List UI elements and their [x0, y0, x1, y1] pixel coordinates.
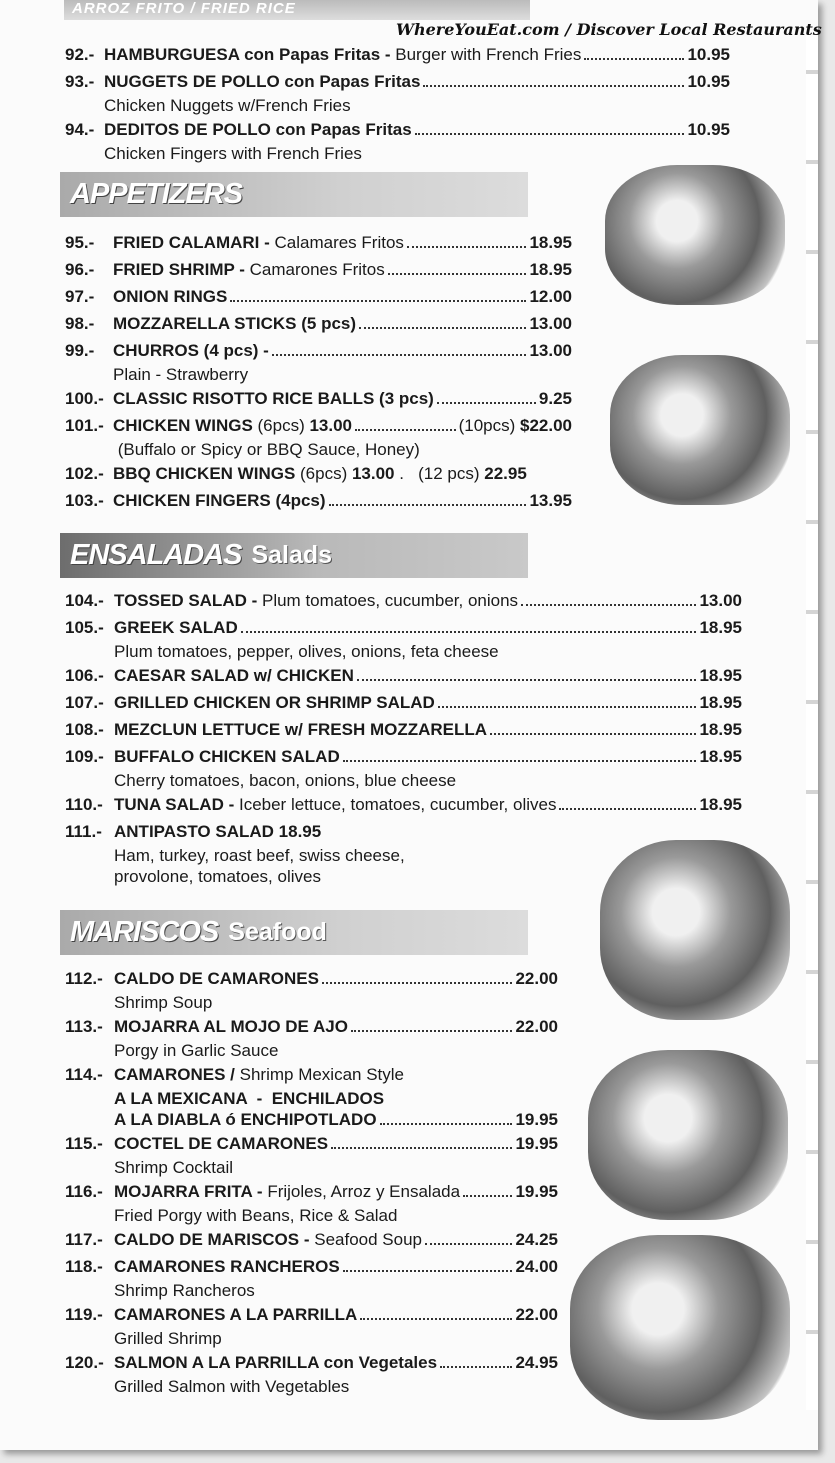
dot-leader: [521, 604, 696, 606]
wings-photo: [610, 355, 790, 505]
item-description: Plain - Strawberry: [113, 365, 249, 384]
item-description: Frijoles, Arroz y Ensalada: [267, 1182, 461, 1201]
item-name: A LA DIABLA ó ENCHIPOTLADO: [114, 1110, 377, 1129]
item-title-line: [65, 1014, 558, 1040]
item-price: 13.00: [529, 314, 572, 333]
menu-item: [65, 69, 730, 116]
dot-leader: [272, 354, 527, 356]
item-number: 106.-: [65, 666, 104, 685]
item-name: CHURROS (4 pcs) -: [113, 341, 269, 360]
item-title-line: [65, 1254, 558, 1280]
item-title-line: [65, 690, 742, 716]
item-description: Fried Porgy with Beans, Rice & Salad: [114, 1206, 398, 1225]
item-title-line: [65, 284, 572, 310]
item-name: NUGGETS DE POLLO con Papas Fritas: [104, 72, 421, 91]
menu-item: [65, 690, 742, 716]
item-price: 18.95: [699, 666, 742, 685]
item-number: 92.-: [65, 45, 95, 64]
item-name: SALMON A LA PARRILLA con Vegetales: [114, 1353, 438, 1372]
item-number: 98.-: [65, 314, 95, 333]
item-name: BUFFALO CHICKEN SALAD: [114, 747, 340, 766]
item-description: Chicken Nuggets w/French Fries: [104, 96, 351, 115]
item-name: CAESAR SALAD w/ CHICKEN: [114, 666, 354, 685]
item-description: (6pcs): [300, 464, 352, 483]
item-number: 108.-: [65, 720, 104, 739]
dot-leader: [241, 631, 697, 633]
item-title-line: [65, 1227, 558, 1253]
item-number: 101.-: [65, 416, 104, 435]
item-price: 22.00: [515, 1017, 558, 1036]
item-title-line: [65, 386, 572, 412]
dot-leader: [355, 429, 456, 431]
item-number: 105.-: [65, 618, 104, 637]
item-description-line: [65, 364, 572, 385]
item-title-line: [65, 819, 742, 845]
item-description: Cherry tomatoes, bacon, onions, blue cheese: [114, 771, 457, 790]
item-description-line: [65, 770, 742, 791]
dot-leader: [559, 808, 696, 810]
dot-leader: [351, 1030, 513, 1032]
item-number: 96.-: [65, 260, 95, 279]
item-title-line: [65, 717, 742, 743]
item-number: 102.-: [65, 464, 104, 483]
item-title-line: [65, 1179, 558, 1205]
section-title-en: Seafood: [228, 918, 327, 946]
item-title-line: [65, 461, 572, 487]
dot-leader: [440, 1366, 512, 1368]
item-description: Grilled Salmon with Vegetables: [114, 1377, 350, 1396]
menu-item: [65, 615, 742, 662]
item-name: CALDO DE MARISCOS -: [114, 1230, 315, 1249]
menu-item: [65, 1350, 558, 1397]
item-name: FRIED CALAMARI -: [113, 233, 275, 252]
item-description-line: [65, 1088, 558, 1109]
dot-leader: [388, 273, 527, 275]
menu-item: [65, 230, 572, 256]
item-title-line: [65, 1302, 558, 1328]
item-name: CALDO DE CAMARONES: [114, 969, 319, 988]
item-price: 24.00: [515, 1257, 558, 1276]
item-title-line: [65, 615, 742, 641]
menu-item: [65, 338, 572, 385]
menu-item: [65, 1227, 558, 1253]
menu-item: [65, 1131, 558, 1178]
item-price: 13.00: [699, 591, 742, 610]
item-description: . (12 pcs): [394, 464, 485, 483]
dot-leader: [322, 982, 513, 984]
item-price: 24.25: [515, 1230, 558, 1249]
item-price: 19.95: [515, 1110, 558, 1129]
item-title-line: [65, 338, 572, 364]
item-number: 95.-: [65, 233, 95, 252]
item-description: Chicken Fingers with French Fries: [104, 144, 362, 163]
item-description: Plum tomatoes, pepper, olives, onions, feta cheese: [114, 642, 499, 661]
item-name: BBQ CHICKEN WINGS: [113, 464, 300, 483]
item-description-line: [65, 1109, 558, 1130]
item-number: 120.-: [65, 1353, 104, 1372]
item-name: CAMARONES /: [114, 1065, 240, 1084]
item-price: 13.00: [529, 341, 572, 360]
item-name: CAMARONES A LA PARRILLA: [114, 1305, 358, 1324]
item-name: HAMBURGUESA con Papas Fritas -: [104, 45, 396, 64]
item-price: 18.95: [699, 795, 742, 814]
item-size-label: (10pcs): [458, 416, 520, 435]
menu-item: [65, 284, 572, 310]
item-name: CLASSIC RISOTTO RICE BALLS (3 pcs): [113, 389, 434, 408]
item-description-line: [65, 1205, 558, 1226]
item-price: 18.95: [529, 260, 572, 279]
item-description: Shrimp Mexican Style: [239, 1065, 405, 1084]
item-title-line: [65, 257, 572, 283]
section-title: ARROZ FRITO / FRIED RICE: [72, 0, 296, 17]
item-title-line: [65, 42, 730, 68]
item-price: 10.95: [687, 72, 730, 91]
item-name: A LA MEXICANA - ENCHILADOS: [114, 1089, 385, 1108]
menu-item: [65, 413, 572, 460]
item-title-line: [65, 413, 572, 439]
item-number: 119.-: [65, 1305, 103, 1324]
item-description: Shrimp Cocktail: [114, 1158, 234, 1177]
item-price: 18.95: [699, 693, 742, 712]
section-title-es: ENSALADAS: [70, 539, 242, 571]
seafood-dish-photo: [570, 1235, 790, 1420]
item-title-line: [65, 1062, 558, 1088]
dot-leader: [329, 504, 527, 506]
item-name: GREEK SALAD: [114, 618, 238, 637]
item-name: MOJARRA FRITA -: [114, 1182, 268, 1201]
item-title-line: [65, 488, 572, 514]
item-title-line: [65, 744, 742, 770]
item-name: CAMARONES RANCHEROS: [114, 1257, 340, 1276]
item-description: Plum tomatoes, cucumber, onions: [261, 591, 519, 610]
item-description: Iceber lettuce, tomatoes, cucumber, olives: [238, 795, 557, 814]
item-number: 112.-: [65, 969, 103, 988]
menu-item: [65, 1062, 558, 1130]
item-name: DEDITOS DE POLLO con Papas Fritas: [104, 120, 412, 139]
item-name: FRIED SHRIMP -: [113, 260, 250, 279]
item-description-line: [65, 1157, 558, 1178]
dot-leader: [230, 300, 526, 302]
dot-leader: [380, 1123, 513, 1125]
menu-item: [65, 257, 572, 283]
calamari-photo: [605, 165, 785, 305]
dot-leader: [360, 1318, 512, 1320]
item-price: 10.95: [687, 120, 730, 139]
dot-leader: [415, 133, 685, 135]
item-name: TUNA SALAD -: [114, 795, 239, 814]
item-name: CHICKEN FINGERS (4pcs): [113, 491, 326, 510]
section-header-fried-rice: [64, 0, 530, 20]
dot-leader: [343, 1270, 513, 1272]
item-title-line: [65, 311, 572, 337]
item-description-line: [65, 1280, 558, 1301]
item-number: 115.-: [65, 1134, 103, 1153]
dot-leader: [423, 85, 684, 87]
item-title-line: [65, 69, 730, 95]
menu-item: [65, 1014, 558, 1061]
item-description: Calamares Fritos: [274, 233, 404, 252]
item-name: MOZZARELLA STICKS (5 pcs): [113, 314, 357, 333]
item-number: 99.-: [65, 341, 95, 360]
item-name: 13.00: [351, 464, 395, 483]
item-price: 22.00: [515, 1305, 558, 1324]
item-price: 18.95: [699, 618, 742, 637]
section-header-salads: [60, 533, 528, 578]
item-name: MOJARRA AL MOJO DE AJO: [114, 1017, 348, 1036]
item-price: 22.00: [515, 969, 558, 988]
item-title-line: [65, 1350, 558, 1376]
item-description: Ham, turkey, roast beef, swiss cheese,: [114, 846, 405, 865]
item-title-line: [65, 792, 742, 818]
item-title-line: [65, 117, 730, 143]
item-number: 118.-: [65, 1257, 103, 1276]
dot-leader: [407, 246, 527, 248]
dot-leader: [490, 733, 696, 735]
item-name: COCTEL DE CAMARONES: [114, 1134, 329, 1153]
item-price: 19.95: [515, 1134, 558, 1153]
item-name: CHICKEN WINGS: [113, 416, 258, 435]
dot-leader: [357, 679, 697, 681]
menu-item: [65, 717, 742, 743]
item-description: Camarones Fritos: [249, 260, 385, 279]
menu-item: [65, 461, 572, 487]
dot-leader: [425, 1243, 512, 1245]
menu-item: [65, 792, 742, 818]
item-number: 110.-: [65, 795, 103, 814]
item-description-line: [65, 1040, 558, 1061]
item-name: TOSSED SALAD -: [114, 591, 262, 610]
salad-items: [65, 588, 742, 888]
item-description-line: [65, 1328, 558, 1349]
item-price: $22.00: [520, 416, 572, 435]
item-name: MEZCLUN LETTUCE w/ FRESH MOZZARELLA: [114, 720, 488, 739]
item-description: Burger with French Fries: [395, 45, 582, 64]
item-number: 94.-: [65, 120, 95, 139]
item-name: 13.00: [309, 416, 353, 435]
shrimp-cocktail-photo: [588, 1050, 788, 1220]
item-number: 93.-: [65, 72, 95, 91]
menu-item: [65, 386, 572, 412]
item-description-line: [65, 866, 742, 887]
kids-items: [65, 42, 730, 165]
menu-item: [65, 1302, 558, 1349]
item-title-line: [65, 1131, 558, 1157]
item-description: Grilled Shrimp: [114, 1329, 222, 1348]
menu-item: [65, 966, 558, 1013]
item-description: Porgy in Garlic Sauce: [114, 1041, 279, 1060]
item-title-line: [65, 966, 558, 992]
item-price: 18.95: [699, 747, 742, 766]
item-title-line: [65, 588, 742, 614]
item-description-line: [65, 439, 572, 460]
item-title-line: [65, 230, 572, 256]
item-price: 18.95: [699, 720, 742, 739]
menu-item: [65, 488, 572, 514]
section-title-en: Salads: [251, 541, 333, 569]
dot-leader: [463, 1195, 512, 1197]
item-number: 103.-: [65, 491, 104, 510]
menu-item: [65, 1179, 558, 1226]
seafood-items: [65, 966, 558, 1398]
item-description: provolone, tomatoes, olives: [114, 867, 321, 886]
item-price: 12.00: [529, 287, 572, 306]
item-number: 117.-: [65, 1230, 103, 1249]
item-price: 10.95: [687, 45, 730, 64]
item-number: 116.-: [65, 1182, 103, 1201]
item-price: 18.95: [529, 233, 572, 252]
item-description: Shrimp Rancheros: [114, 1281, 255, 1300]
item-name: ANTIPASTO SALAD 18.95: [114, 822, 322, 841]
item-number: 104.-: [65, 591, 104, 610]
dot-leader: [438, 706, 697, 708]
dot-leader: [584, 58, 684, 60]
dot-leader: [343, 760, 697, 762]
item-name: ONION RINGS: [113, 287, 228, 306]
item-number: 97.-: [65, 287, 95, 306]
section-title-es: APPETIZERS: [70, 178, 243, 210]
item-number: 113.-: [65, 1017, 103, 1036]
item-description-line: [65, 143, 730, 164]
item-number: 107.-: [65, 693, 104, 712]
menu-item: [65, 42, 730, 68]
item-description-line: [65, 641, 742, 662]
item-description: (6pcs): [257, 416, 310, 435]
menu-item: [65, 819, 742, 887]
item-price: 13.95: [529, 491, 572, 510]
item-description: Seafood Soup: [314, 1230, 422, 1249]
menu-item: [65, 663, 742, 689]
item-number: 111.-: [65, 822, 102, 841]
menu-item: [65, 1254, 558, 1301]
item-description: (Buffalo or Spicy or BBQ Sauce, Honey): [113, 440, 420, 459]
section-header-appetizers: [60, 172, 528, 217]
menu-item: [65, 744, 742, 791]
item-number: 114.-: [65, 1065, 103, 1084]
watermark: WhereYouEat.com / Discover Local Restaurants: [396, 20, 822, 39]
item-description-line: [65, 1376, 558, 1397]
item-description: Shrimp Soup: [114, 993, 213, 1012]
section-title-es: MARISCOS: [70, 916, 219, 948]
menu-item: [65, 311, 572, 337]
next-page-edge: [806, 30, 818, 1410]
item-price: 9.25: [538, 389, 572, 408]
item-price: 19.95: [515, 1182, 558, 1201]
item-name: 22.95: [484, 464, 527, 483]
item-description-line: [65, 95, 730, 116]
item-title-line: [65, 663, 742, 689]
dot-leader: [437, 402, 536, 404]
menu-item: [65, 588, 742, 614]
item-name: GRILLED CHICKEN OR SHRIMP SALAD: [114, 693, 435, 712]
appetizer-items: [65, 230, 572, 515]
item-number: 109.-: [65, 747, 104, 766]
dot-leader: [359, 327, 526, 329]
section-header-seafood: [60, 910, 528, 955]
item-number: 100.-: [65, 389, 104, 408]
item-price: 24.95: [515, 1353, 558, 1372]
menu-item: [65, 117, 730, 164]
dot-leader: [331, 1147, 512, 1149]
item-description-line: [65, 992, 558, 1013]
item-description-line: [65, 845, 742, 866]
